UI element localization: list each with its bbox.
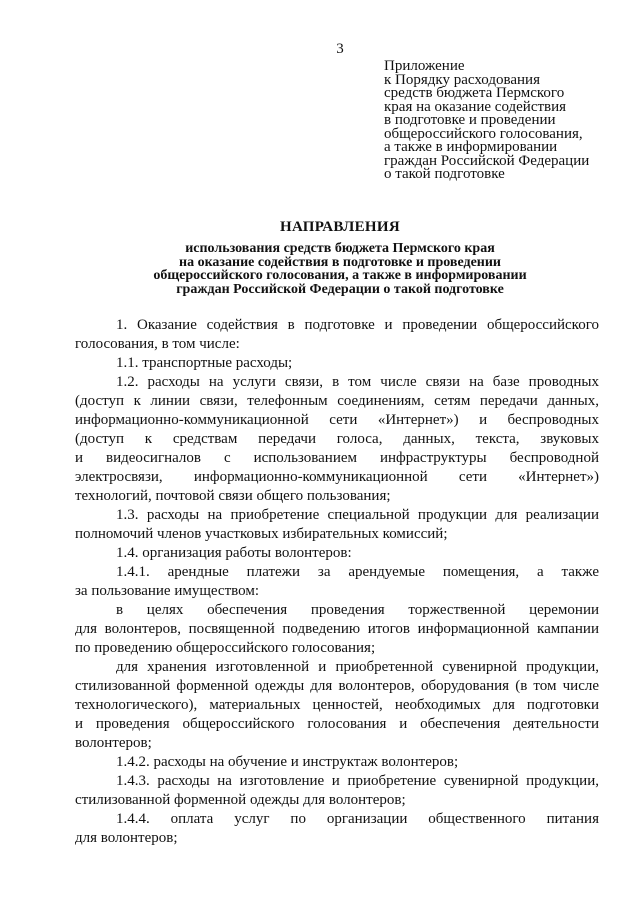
paragraph-1-4-2 <box>75 753 599 772</box>
text-line: 1.1. транспортные расходы; <box>116 355 293 371</box>
appendix-header <box>384 60 634 182</box>
appendix-line: к Порядку расходования <box>384 71 540 88</box>
text-line: 1.3. расходы на приобретение специальной продукции для реализации <box>116 507 599 523</box>
text-line: 1.2. расходы на услуги связи, в том числе связи на базе проводных <box>116 374 599 390</box>
text-line: стилизованной форменной одежды для волонтеров, оборудования (в том числе <box>75 678 599 694</box>
paragraph-1-4-3 <box>75 772 599 810</box>
paragraph-storage <box>75 658 599 753</box>
text-line: 1.4. организация работы волонтеров: <box>116 545 352 561</box>
paragraph-1-1 <box>75 354 599 373</box>
appendix-line: о такой подготовке <box>384 166 505 182</box>
document-title <box>40 219 640 296</box>
paragraph-1-3 <box>75 506 599 544</box>
text-line: стилизованной форменной одежды для волонтеров; <box>75 792 406 808</box>
appendix-line: Приложение <box>384 58 465 74</box>
appendix-line: а также в информировании <box>384 139 558 155</box>
subtitle-line: общероссийского голосования, а также в информировании <box>153 268 527 283</box>
text-line: для волонтеров, посвященной подведению итогов информационной кампании <box>75 621 599 637</box>
text-line: технологий, почтовой связи общего пользования; <box>75 488 391 504</box>
text-line: волонтеров; <box>75 735 152 751</box>
appendix-line: общероссийского голосования, <box>384 125 583 142</box>
text-line: в целях обеспечения проведения торжественной церемонии <box>116 602 599 618</box>
document-body <box>75 316 599 848</box>
paragraph-1-4-1 <box>75 563 599 601</box>
text-line: и проведения общероссийского голосования и обеспечения деятельности <box>75 716 599 732</box>
text-line: голосования, в том числе: <box>75 336 240 352</box>
text-line: 1.4.3. расходы на изготовление и приобретение сувенирной продукции, <box>116 773 599 789</box>
paragraph-ceremony <box>75 601 599 658</box>
text-line: по проведению общероссийского голосования; <box>75 640 376 656</box>
appendix-line: края на оказание содействия <box>384 98 567 115</box>
text-line: технологического), материальных ценностей, необходимых для подготовки <box>75 697 599 713</box>
text-line: электросвязи, информационно-коммуникационной сети «Интернет») <box>75 469 599 485</box>
text-line: для волонтеров; <box>75 830 178 846</box>
text-line: 1.4.2. расходы на обучение и инструктаж волонтеров; <box>116 754 459 770</box>
appendix-line: в подготовке и проведении <box>384 112 556 128</box>
title-subtitle <box>40 242 640 296</box>
subtitle-line: на оказание содействия в подготовке и проведении <box>179 254 501 270</box>
text-line: 1.4.4. оплата услуг по организации общественного питания <box>116 811 599 827</box>
text-line: информационно-коммуникационной сети «Интернет») и беспроводных <box>75 412 599 428</box>
text-line: 1. Оказание содействия в подготовке и проведении общероссийского <box>116 317 599 333</box>
paragraph-1 <box>75 316 599 354</box>
text-line: и видеосигналов с использованием инфраструктуры беспроводной <box>75 450 599 466</box>
text-line: полномочий членов участковых избирательных комиссий; <box>75 526 448 542</box>
appendix-line: средств бюджета Пермского <box>384 85 565 101</box>
paragraph-1-2 <box>75 373 599 506</box>
paragraph-1-4-4 <box>75 810 599 848</box>
text-line: за пользование имуществом: <box>75 583 259 599</box>
page-number: 3 <box>336 41 344 57</box>
appendix-line: граждан Российской Федерации <box>384 152 590 169</box>
paragraph-1-4 <box>75 544 599 563</box>
text-line: для хранения изготовленной и приобретенной сувенирной продукции, <box>116 659 599 675</box>
title-main: НАПРАВЛЕНИЯ <box>280 219 400 235</box>
subtitle-line: использования средств бюджета Пермского края <box>185 241 495 256</box>
text-line: (доступ к линии связи, телефонным соединениям, сетям передачи данных, <box>75 393 599 409</box>
text-line: (доступ к средствам передачи голоса, данных, текста, звуковых <box>75 431 599 447</box>
subtitle-line: граждан Российской Федерации о такой подготовке <box>176 281 504 297</box>
text-line: 1.4.1. арендные платежи за арендуемые помещения, а также <box>116 564 599 580</box>
